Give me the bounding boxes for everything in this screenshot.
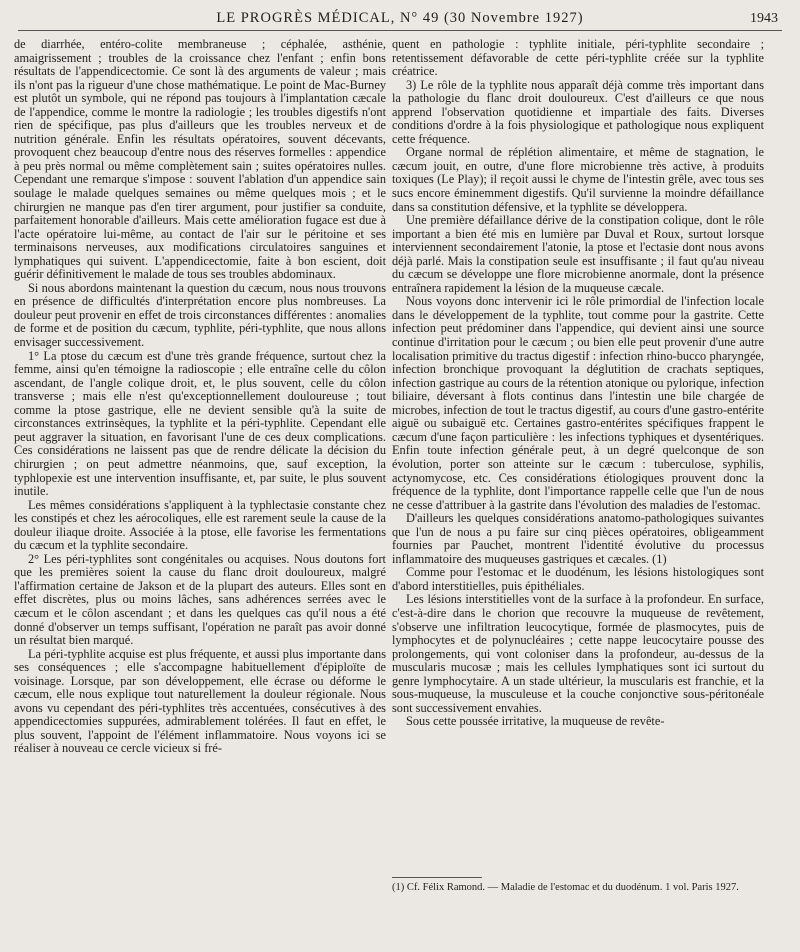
paragraph: La péri-typhlite acquise est plus fréquente, et aussi plus importante dans ses conséquences ; elle s'accompagne habituellement d'épiploïte de voisinage. Lorsque, par son développement, elle écrase ou déforme le cæcum, elle nous explique tout naturellement la douleur régionale. Nous avons vu cependant des péri-typhlites très accentuées, consécutives à des appendicectomies suppurées, admirablement tolérées. Il faut en effet, le plus souvent, l'appoint de l'élément inflammatoire. Nous voyons ici se réaliser à nouveau ce cercle vicieux si fré- [14, 646, 386, 756]
paragraph: 2° Les péri-typhlites sont congénitales ou acquises. Nous doutons fort que les premières soient la cause du flanc droit douloureux, malgré l'affirmation certaine de Jakson et de la plupart des auteurs. Elles sont en effet discrètes, plus ou moins lâches, sans adhérences serrées avec le cæcum et le côlon ascendant ; et dans les quelques cas qu'il nous a été donné d'observer un temps suffisant, l'opération ne paraît pas avoir donné un résultat bien marqué. [14, 551, 386, 648]
paragraph: Comme pour l'estomac et le duodénum, les lésions histologiques sont d'abord interstitielles, puis épithéliales. [392, 565, 764, 593]
paragraph: Sous cette poussée irritative, la muqueuse de revête- [406, 714, 665, 729]
paragraph: quent en pathologie : typhlite initiale, péri-typhlite secondaire ; retentissement défavorable de cette péri-typhlite créée sur la typhlite créatrice. [392, 38, 764, 79]
paragraph: 3) Le rôle de la typhlite nous apparaît déjà comme très important dans la pathologie du flanc droit douloureux. C'est d'ailleurs ce que nous apprend l'observation quotidienne et impartiale des faits. Diverses conditions d'ordre à la fois physiologique et pathologique nous expliquent cette fréquence. [392, 77, 764, 146]
paragraph: Les mêmes considérations s'appliquent à la typhlectasie constante chez les constipés et chez les aérocoliques, elle est rarement seule la cause de la douleur iliaque droite. Associée à la ptose, elle favorise les fermentations du cæcum et la typhlite secondaire. [14, 497, 386, 553]
paragraph: D'ailleurs les quelques considérations anatomo-pathologiques suivantes que l'un de nous a pu faire sur cinq pièces opératoires, obligeamment fournies par Pauchet, montrent l'identité évolutive du processus inflammatoire des muqueuses gastriques et cæcales. (1) [392, 511, 764, 566]
paragraph: de diarrhée, entéro-colite membraneuse ; céphalée, asthénie, amaigrissement ; troubles de la croissance chez l'enfant ; enfin bons résultats de l'appendicectomie. Ce sont là des arguments de valeur ; mais ils n'ont pas la rigueur d'une chose mathématique. Le point de Mac-Burney est plutôt un symbole, qui ne répond pas toujours à l'implantation cæcale de l'appendice, comme le montre la radiologie ; les troubles digestifs n'ont rien de spécifique, pas plus d'ailleurs que les troubles nerveux et de nutrition générale. Enfin les résultats opératoires, souvent décevants, provoquent chez beaucoup d'entre nous des réserves formelles : appendice à peu près normal ou même complètement sain ; suites opératoires nulles. Cependant une remarque s'impose : souvent l'ablation d'un appendice sain soulage le malade quelques semaines ou même quelques mois ; et le chirurgien ne manque pas d'en tirer argument, pour justifier sa conduite, parfaitement honorable d'ailleurs. Mais cette amélioration fugace est due à l'acte opératoire lui-même, au contact de l'air sur le péritoine et ses terminaisons nerveuses, aux modifications circulatoires sanguines et lymphatiques qui suivent. L'appendicectomie, faite à bon escient, doit guérir définitivement le malade de tous ses troubles abdominaux. [14, 38, 386, 282]
right-column [392, 38, 764, 898]
left-column [14, 38, 386, 898]
paragraph: Nous voyons donc intervenir ici le rôle primordial de l'infection locale dans le développement de la typhlite, tout comme pour la gastrite. Cette infection peut prédominer dans l'appendice, qui devient ainsi une source continue d'irritation pour le cæcum ; ou bien elle peut provenir d'une autre localisation primitive du tractus digestif : infection rhino-bucco pharyngée, infection bronchique provoquant la déglutition de crachats septiques, infection gastrique au cours de la rétention atonique ou pylorique, infection biliaire, déversant à flots continus dans l'intestin une bile chargée de microbes, infection de tout le tractus digestif, au cours d'une gastro-entérite aiguë ou subaiguë etc. Certaines gastro-entérites spécifiques frappent le cæcum d'une façon particulière : les infections typhiques et dysentériques. Enfin toute infection générale peut, à un degré quelconque de son évolution, porter son atteinte sur le cæcum : tuberculose, syphilis, actynomycose, etc. Ces considérations étiologiques prouvent donc la fréquence de la typhlite, dont l'importance rappelle celle que l'un de nous ne cesse d'attribuer à la gastrite dans l'évolution des maladies de l'estomac. [392, 294, 764, 512]
paragraph: 1° La ptose du cæcum est d'une très grande fréquence, surtout chez la femme, ainsi qu'en témoigne la radioscopie ; elle entraîne celle du côlon ascendant, de l'angle colique droit, et, le plus souvent, celle du côlon transverse ; mais elle n'est qu'exceptionnellement douloureuse ; tout comme la ptose gastrique, elle ne devient sensible qu'à la suite de circonstances extrinsèques, la typhlite et la péri-typhlite. Cependant elle peut aggraver la situation, en favorisant l'une de ces deux complications. Ces considérations ne laissent pas que de rendre délicate la décision du chirurgien ; on peut admettre néanmoins, que, sauf exception, la typhlopexie est une intervention insuffisante, et, par suite, le plus souvent inutile. [14, 348, 386, 499]
paragraph: Organe normal de réplétion alimentaire, et même de stagnation, le cæcum jouit, en outre, d'une flore microbienne très active, à produits toxiques (Le Play); il reçoit aussi le chyme de l'intestin grêle, avec tous ses sucs encore éminemment digestifs. Qu'il survienne la moindre défaillance dans sa constitution défensive, et la typhlite se développera. [392, 145, 764, 214]
page-header [18, 6, 782, 31]
journal-title: LE PROGRÈS MÉDICAL, N° 49 (30 Novembre 1927) [216, 10, 584, 26]
paragraph: Une première défaillance dérive de la constipation colique, dont le rôle important a bien été mis en lumière par Duval et Roux, surtout lorsque interviennent secondairement l'atonie, la ptose et l'ectasie dont nous avons déjà parlé. Mais la constipation seule est insuffisante ; il faut qu'au niveau du cæcum se développe une flore microbienne anormale, dont la présence entraînera rapidement la lésion de la muqueuse cæcale. [392, 213, 764, 295]
footnote: (1) Cf. Félix Ramond. — Maladie de l'estomac et du duodénum. 1 vol. Paris 1927. [392, 882, 739, 893]
footnote-rule [392, 877, 482, 878]
paragraph: Les lésions interstitielles vont de la surface à la profondeur. En surface, c'est-à-dire dans le chorion que recouvre la muqueuse de revêtement, s'observe une infiltration leucocytique, formée de plasmocytes, puis de lymphocytes et de polynucléaires ; cette nappe leucocytaire pousse des prolongements, qui vont coloniser dans la profondeur, au-dessus de la muscularis mucosæ ; mais les cellules lymphatiques sont ici surtout du genre lymphocytaire. A un stade ultérieur, la muscularis est franchie, et la sous-muqueuse, la musculeuse et la couche conjonctive sous-péritonéale sont successivement envahies. [392, 592, 764, 715]
page-number: 1943 [750, 11, 778, 26]
paragraph: Si nous abordons maintenant la question du cæcum, nous nous trouvons en présence de difficultés d'interprétation encore plus nombreuses. La douleur peut provenir en effet de trois circonstances différentes : anomalies de forme et de position du cæcum, typhlite, péri-typhlite, que nous allons envisager successivement. [14, 280, 386, 350]
